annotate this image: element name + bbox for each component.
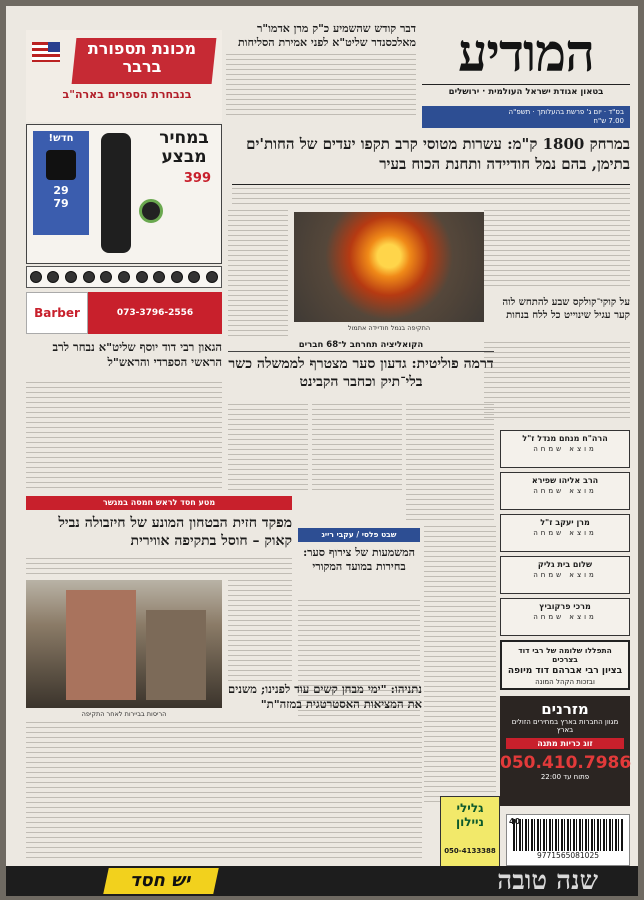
notice-box: [500, 598, 630, 636]
accessory-icon: [136, 271, 148, 283]
ad-phone: 073-3796-2556: [116, 308, 194, 318]
text-column: [484, 342, 630, 422]
ad-subtitle: בנבחרת הספרים בארה"ב: [62, 88, 192, 101]
accessory-icon: [153, 271, 165, 283]
mattress-phone: 050.410.7986: [500, 753, 632, 773]
notices-column: [500, 430, 630, 690]
barber-ad-footer: [26, 292, 222, 334]
middle-story: [298, 546, 420, 596]
bottom-ad-text: שנה טובה: [497, 866, 598, 896]
coalition-kicker: הקואליציה תחרחב ל־68 חברים: [228, 340, 494, 352]
promo-price: 399: [183, 171, 211, 186]
text-column: [228, 210, 288, 340]
clipper-icon: [101, 133, 131, 253]
newspaper-page: [6, 6, 638, 896]
barber-ad-top: [26, 30, 222, 122]
rabbi-story-headline: הגאון רבי דוד יוסף שליט"א נבחר לרב הראשי הספרדי והראש"ל: [52, 340, 222, 369]
accessory-icon: [118, 271, 130, 283]
notice-name: הרב אליהו שפירא: [531, 476, 599, 485]
coalition-story: [228, 340, 494, 398]
notice-box: [500, 430, 630, 468]
main-story-headline: במרחק 1800 ק"מ: עשרות מטוסי קרב תקפו יעדים של החות'ים בתימן, בהם נמל חודיידה ותחנת הכוח בעיר: [246, 135, 630, 173]
red-banner: מטע חסד לראש חמסה במגשר: [26, 496, 292, 510]
side-story: [484, 296, 630, 340]
boxed-notice-title: התפללו שלומה של רבי דוד בצרכים: [518, 646, 612, 664]
notice-name: מרן יעקב ז"ל: [540, 518, 590, 527]
ruins-photo-caption: הריסות בביירות לאחר התקיפה: [81, 710, 167, 718]
security-deck: [26, 558, 292, 574]
text-column: [312, 404, 402, 492]
promo-label: חדש!: [48, 133, 74, 144]
brand-logo: Barber: [26, 292, 88, 334]
boxed-notice-footer: ובזכות הקהל המונה: [535, 678, 595, 686]
barcode-bars: [513, 819, 623, 851]
barcode: [506, 814, 630, 866]
promo-title: במחיר מבצע: [159, 128, 209, 167]
issue-number: 40: [509, 817, 521, 826]
accessory-icon: [65, 271, 77, 283]
price: 7.00 ש"ח: [593, 117, 624, 125]
top-story-body: [226, 54, 416, 116]
price-1: 29: [53, 184, 69, 197]
masthead: [422, 24, 630, 104]
netanyahu-headline: נתניהו: "ימי מבחן קשים עוד לפנינו; משנים את המציאות האסטרטגית במזה"ת": [228, 682, 422, 711]
accessory-icon: [100, 271, 112, 283]
divider: [232, 184, 630, 185]
security-story-headline: מפקד חזית הבטחון המונע של חיזבולה נביל קאוק – חוסל בתקיפה אווירית: [58, 515, 292, 549]
main-photo-caption: התקיפה בנמל חודיידה אתמול: [347, 324, 431, 332]
ad-title: מכונת תספורת ברבר: [87, 39, 197, 76]
notice-name: הרה"ח מנחם מנדל ז"ל: [522, 434, 608, 443]
main-story-headline-box: [232, 134, 630, 182]
main-story-deck: [232, 188, 630, 206]
notice-label: מוצא שמחה: [533, 571, 597, 579]
accessory-icon: [47, 271, 59, 283]
building-shape: [66, 590, 136, 700]
boxed-notice: [500, 640, 630, 690]
text-column: [484, 210, 630, 290]
nylon-ad: [440, 796, 500, 868]
notice-label: מוצא שמחה: [533, 487, 597, 495]
middle-story-headline: המשמעות של צירוף סער: בחירות במועד המקורי: [303, 546, 415, 573]
side-story-headline: על קוקי־קולקס שבע להתחש לוה קער עגיל שינוייט כל ללח בנחות: [502, 297, 630, 321]
rabbi-story: [26, 340, 222, 378]
boxed-notice-body: בציון רבי אברהם דוד מיופה: [507, 666, 623, 676]
accessory-icon: [188, 271, 200, 283]
product-panel: [33, 131, 89, 235]
main-photo: [294, 212, 484, 322]
top-story: [226, 22, 416, 132]
notice-label: מוצא שמחה: [533, 613, 597, 621]
apron-icon: [46, 150, 76, 180]
accessory-strip: [26, 266, 222, 288]
mattress-note: זוג כריות מתנה: [506, 738, 624, 749]
mattress-hours: פתוח עד 22:00: [540, 773, 590, 781]
netanyahu-story: [226, 682, 422, 722]
notice-label: מוצא שמחה: [533, 445, 597, 453]
badge-icon: [139, 199, 163, 223]
mattress-subtitle: מגוון החברות בארץ במחירים הזולים בארץ: [511, 718, 619, 734]
date-bar: [422, 106, 630, 128]
mattress-title: מזרנים: [541, 700, 589, 718]
text-column: [406, 404, 494, 524]
nylon-phone: 050-4133388: [444, 847, 496, 855]
text-column: [228, 404, 308, 492]
accessory-icon: [171, 271, 183, 283]
price-2: 79: [53, 197, 69, 210]
accessory-icon: [206, 271, 218, 283]
middle-kicker: שבט פלסי / עקבי רייג: [298, 528, 420, 542]
masthead-subtitle: בטאון אגודת ישראל העולמית · ירושלים: [422, 84, 630, 97]
ad-phone-box: [88, 292, 222, 334]
coalition-headline: דרמה פוליטית: גדעון סער מצטרף לממשלה כשר בלי־תיק וכחבר הקבינט: [228, 356, 494, 390]
text-columns: [26, 722, 422, 860]
text-column: [424, 526, 496, 806]
notice-box: [500, 556, 630, 594]
bottom-ad-brand: יש חסד: [103, 868, 219, 894]
accessory-icon: [30, 271, 42, 283]
barcode-number: 9771565081025: [536, 851, 600, 860]
notice-box: [500, 472, 630, 510]
barber-ad-product: [26, 124, 222, 264]
notice-box: [500, 514, 630, 552]
nylon-title: גלילי ניילון: [455, 801, 484, 829]
accessory-icon: [83, 271, 95, 283]
ruins-photo: [26, 580, 222, 708]
text-column: [228, 580, 292, 682]
notice-name: מרכי פרקוביץ: [539, 602, 591, 611]
us-flag-icon: [32, 42, 60, 62]
notice-label: מוצא שמחה: [533, 529, 597, 537]
text-column: [26, 382, 222, 490]
top-story-headline: דבר קודש שהשמיע כ"ק מרן אדמו"ר מאלכסנדר שליט"א לפני אמירת הסליחות: [237, 22, 416, 49]
bottom-ad: [6, 866, 638, 896]
mattress-ad: [500, 696, 630, 806]
masthead-title: המודיע: [457, 23, 595, 84]
date-line: בס"ד · יום ג' פרשת בהעלותך · תשפ"ה: [508, 108, 624, 116]
building-shape: [146, 610, 206, 700]
notice-name: שלום בית גליק: [537, 560, 593, 569]
